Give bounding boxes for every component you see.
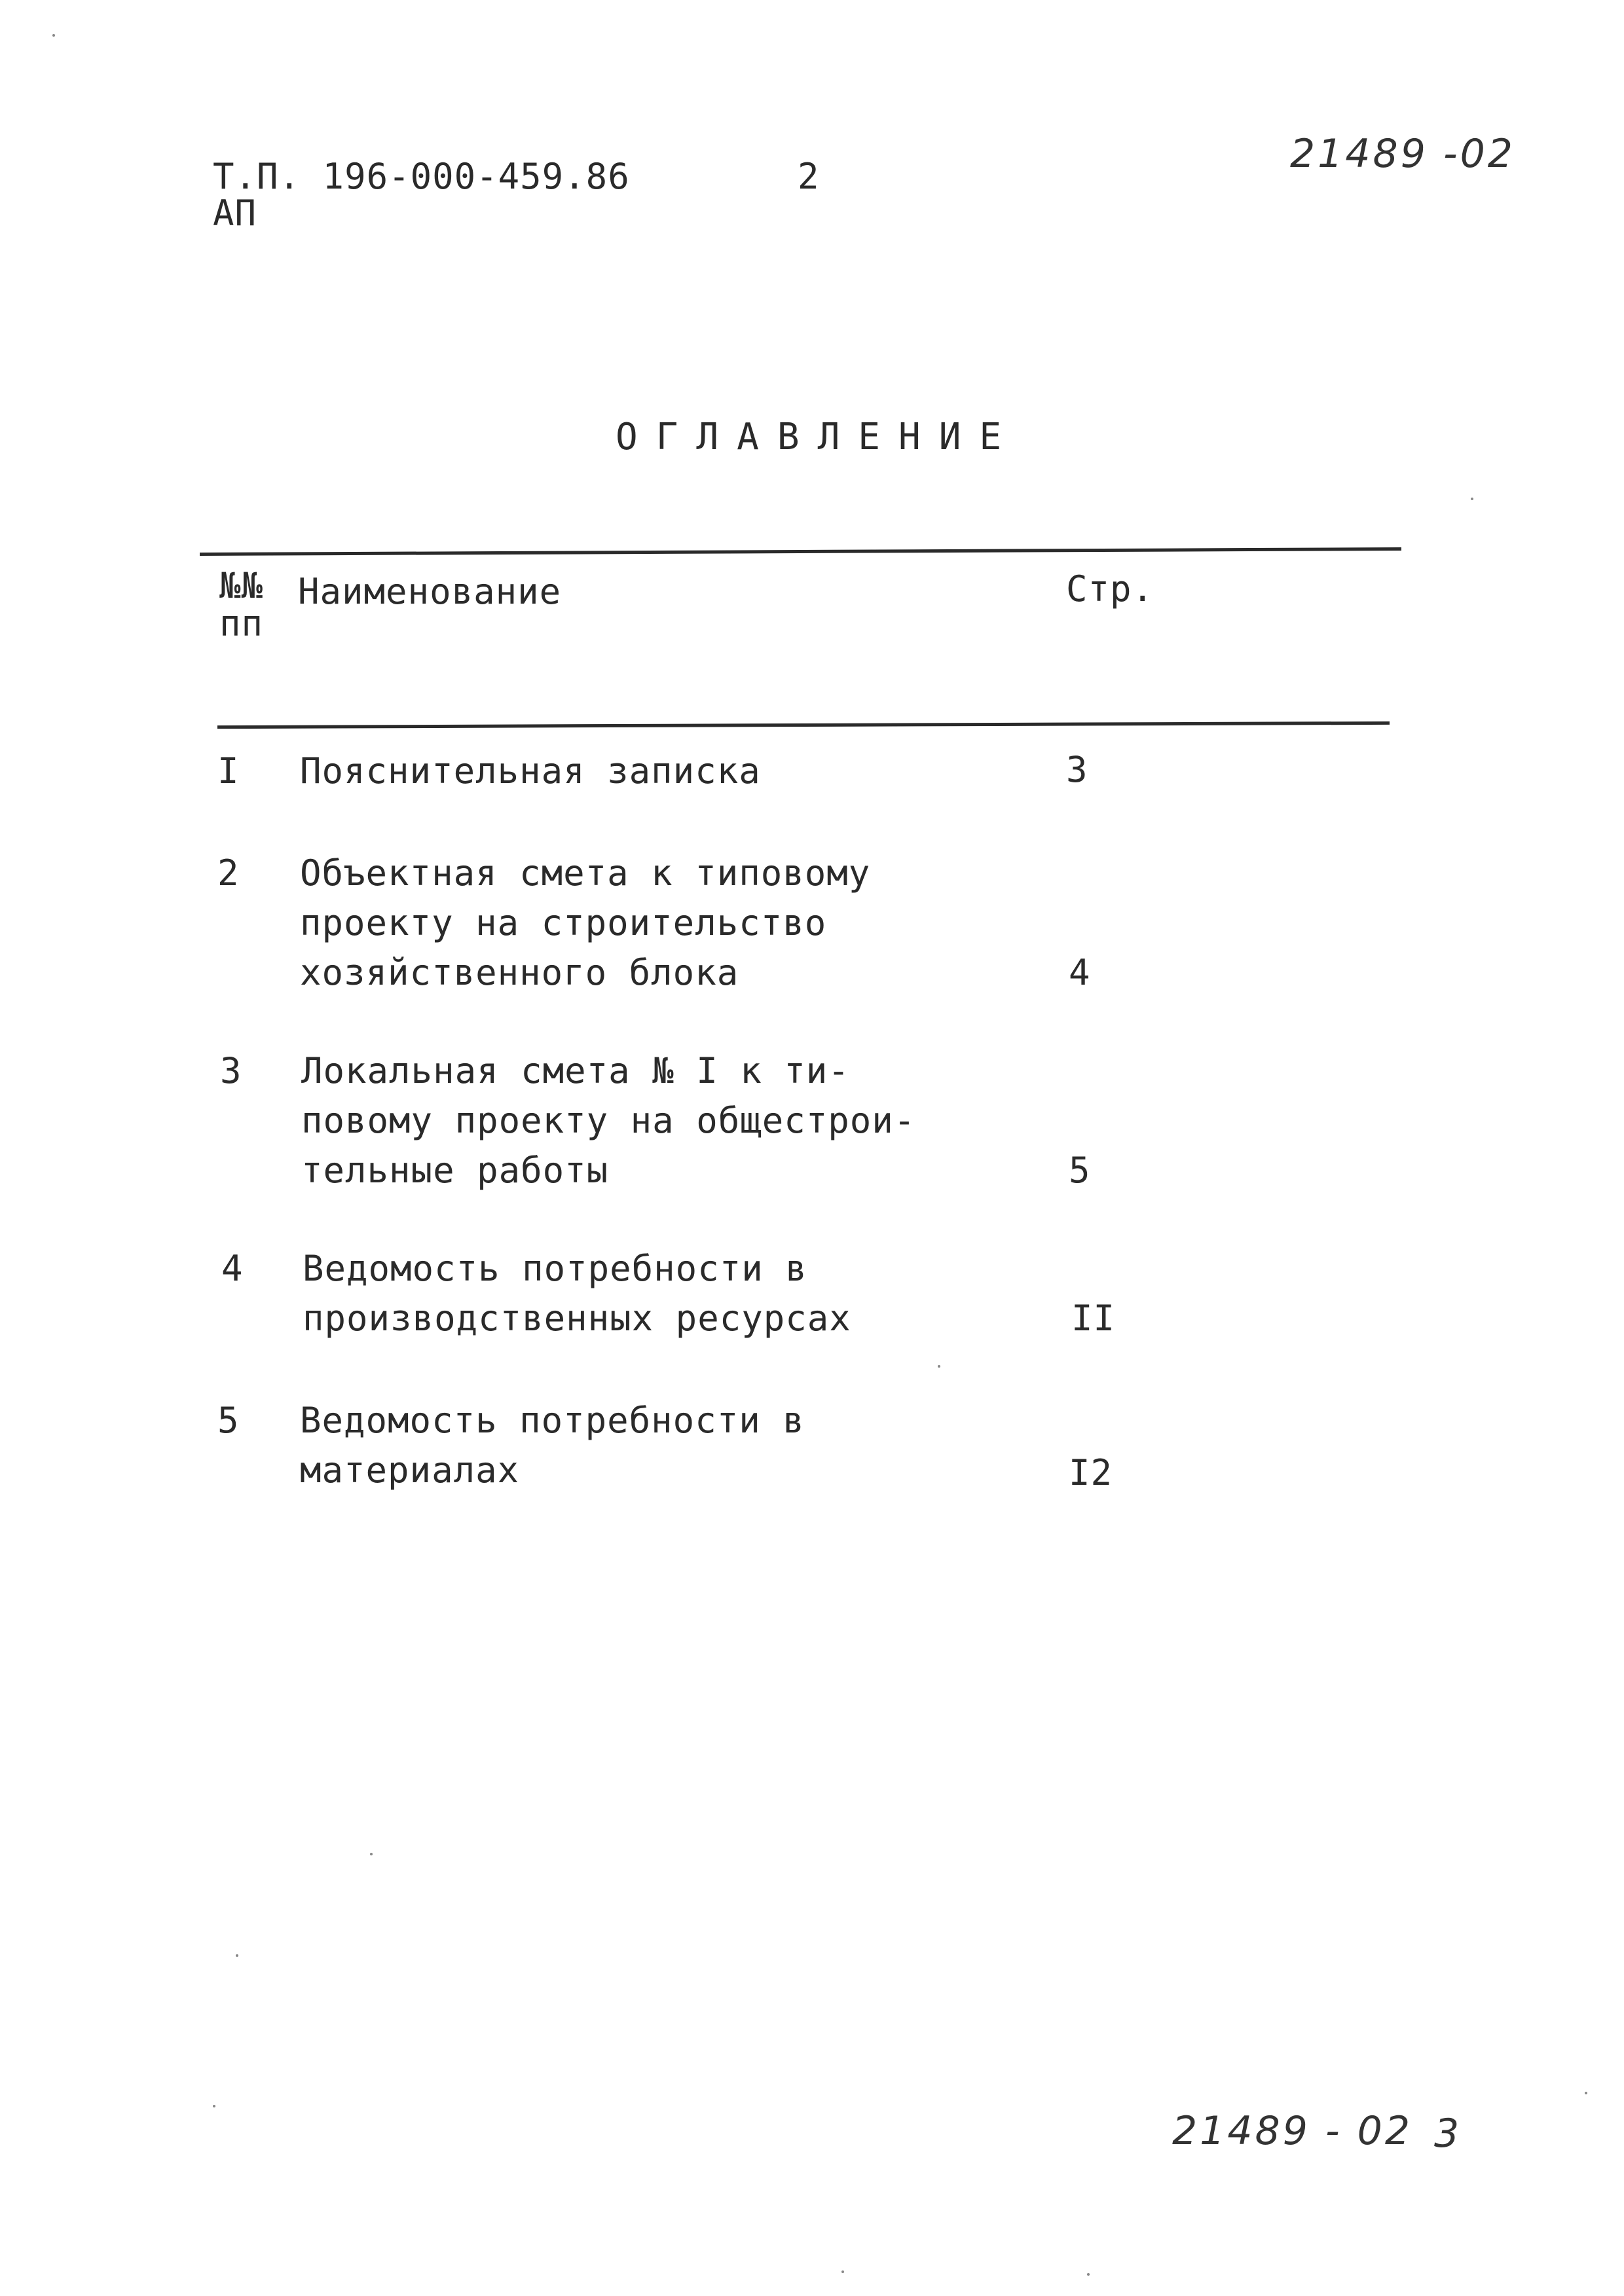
scan-speck [236, 1954, 238, 1957]
table-row-page: II [1071, 1298, 1116, 1339]
table-row-page: 5 [1069, 1150, 1091, 1191]
page-title: ОГЛАВЛЕНИЕ [616, 416, 1020, 458]
table-row-number: 2 [217, 852, 240, 894]
scan-speck [370, 1853, 373, 1855]
table-row-name: Ведомость потребности в производственных ресурсах [303, 1248, 851, 1339]
scan-speck [841, 2270, 844, 2273]
archive-number-top: 21489 -02 [1290, 131, 1515, 177]
document-designation-sub: АП [213, 192, 257, 234]
scan-speck [213, 2105, 215, 2107]
column-header-number: №№ пп [219, 565, 264, 644]
table-row-page: I2 [1069, 1452, 1113, 1493]
table-row-number: 3 [220, 1050, 242, 1091]
scan-speck [52, 34, 55, 37]
scan-speck [1585, 2092, 1587, 2094]
sheet-number: 2 [798, 156, 820, 197]
table-row-number: 5 [217, 1400, 240, 1441]
table-row-name: Объектная смета к типовому проекту на строительство хозяйственного блока [300, 852, 871, 993]
table-row-name: Ведомость потребности в материалах [300, 1400, 805, 1491]
document-designation: Т.П. 196-000-459.86 [213, 156, 630, 197]
footer-page-number: 3 [1434, 2111, 1462, 2157]
archive-number-bottom: 21489 - 02 [1172, 2108, 1413, 2154]
column-header-name: Наименование [298, 571, 562, 612]
table-top-rule [200, 547, 1401, 556]
column-header-page: Стр. [1066, 568, 1154, 610]
table-row-page: 4 [1069, 952, 1091, 993]
table-row-name: Локальная смета № I к ти- повому проекту на общестрои- тельные работы [301, 1050, 916, 1191]
table-row-name: Пояснительная записка [300, 750, 761, 792]
table-row-number: I [217, 750, 240, 792]
scan-speck [938, 1365, 940, 1368]
table-row-number: 4 [221, 1248, 244, 1289]
table-header-rule [217, 721, 1390, 729]
scan-speck [1471, 498, 1473, 500]
scan-speck [1087, 2273, 1090, 2276]
table-row-page: 3 [1066, 749, 1088, 790]
